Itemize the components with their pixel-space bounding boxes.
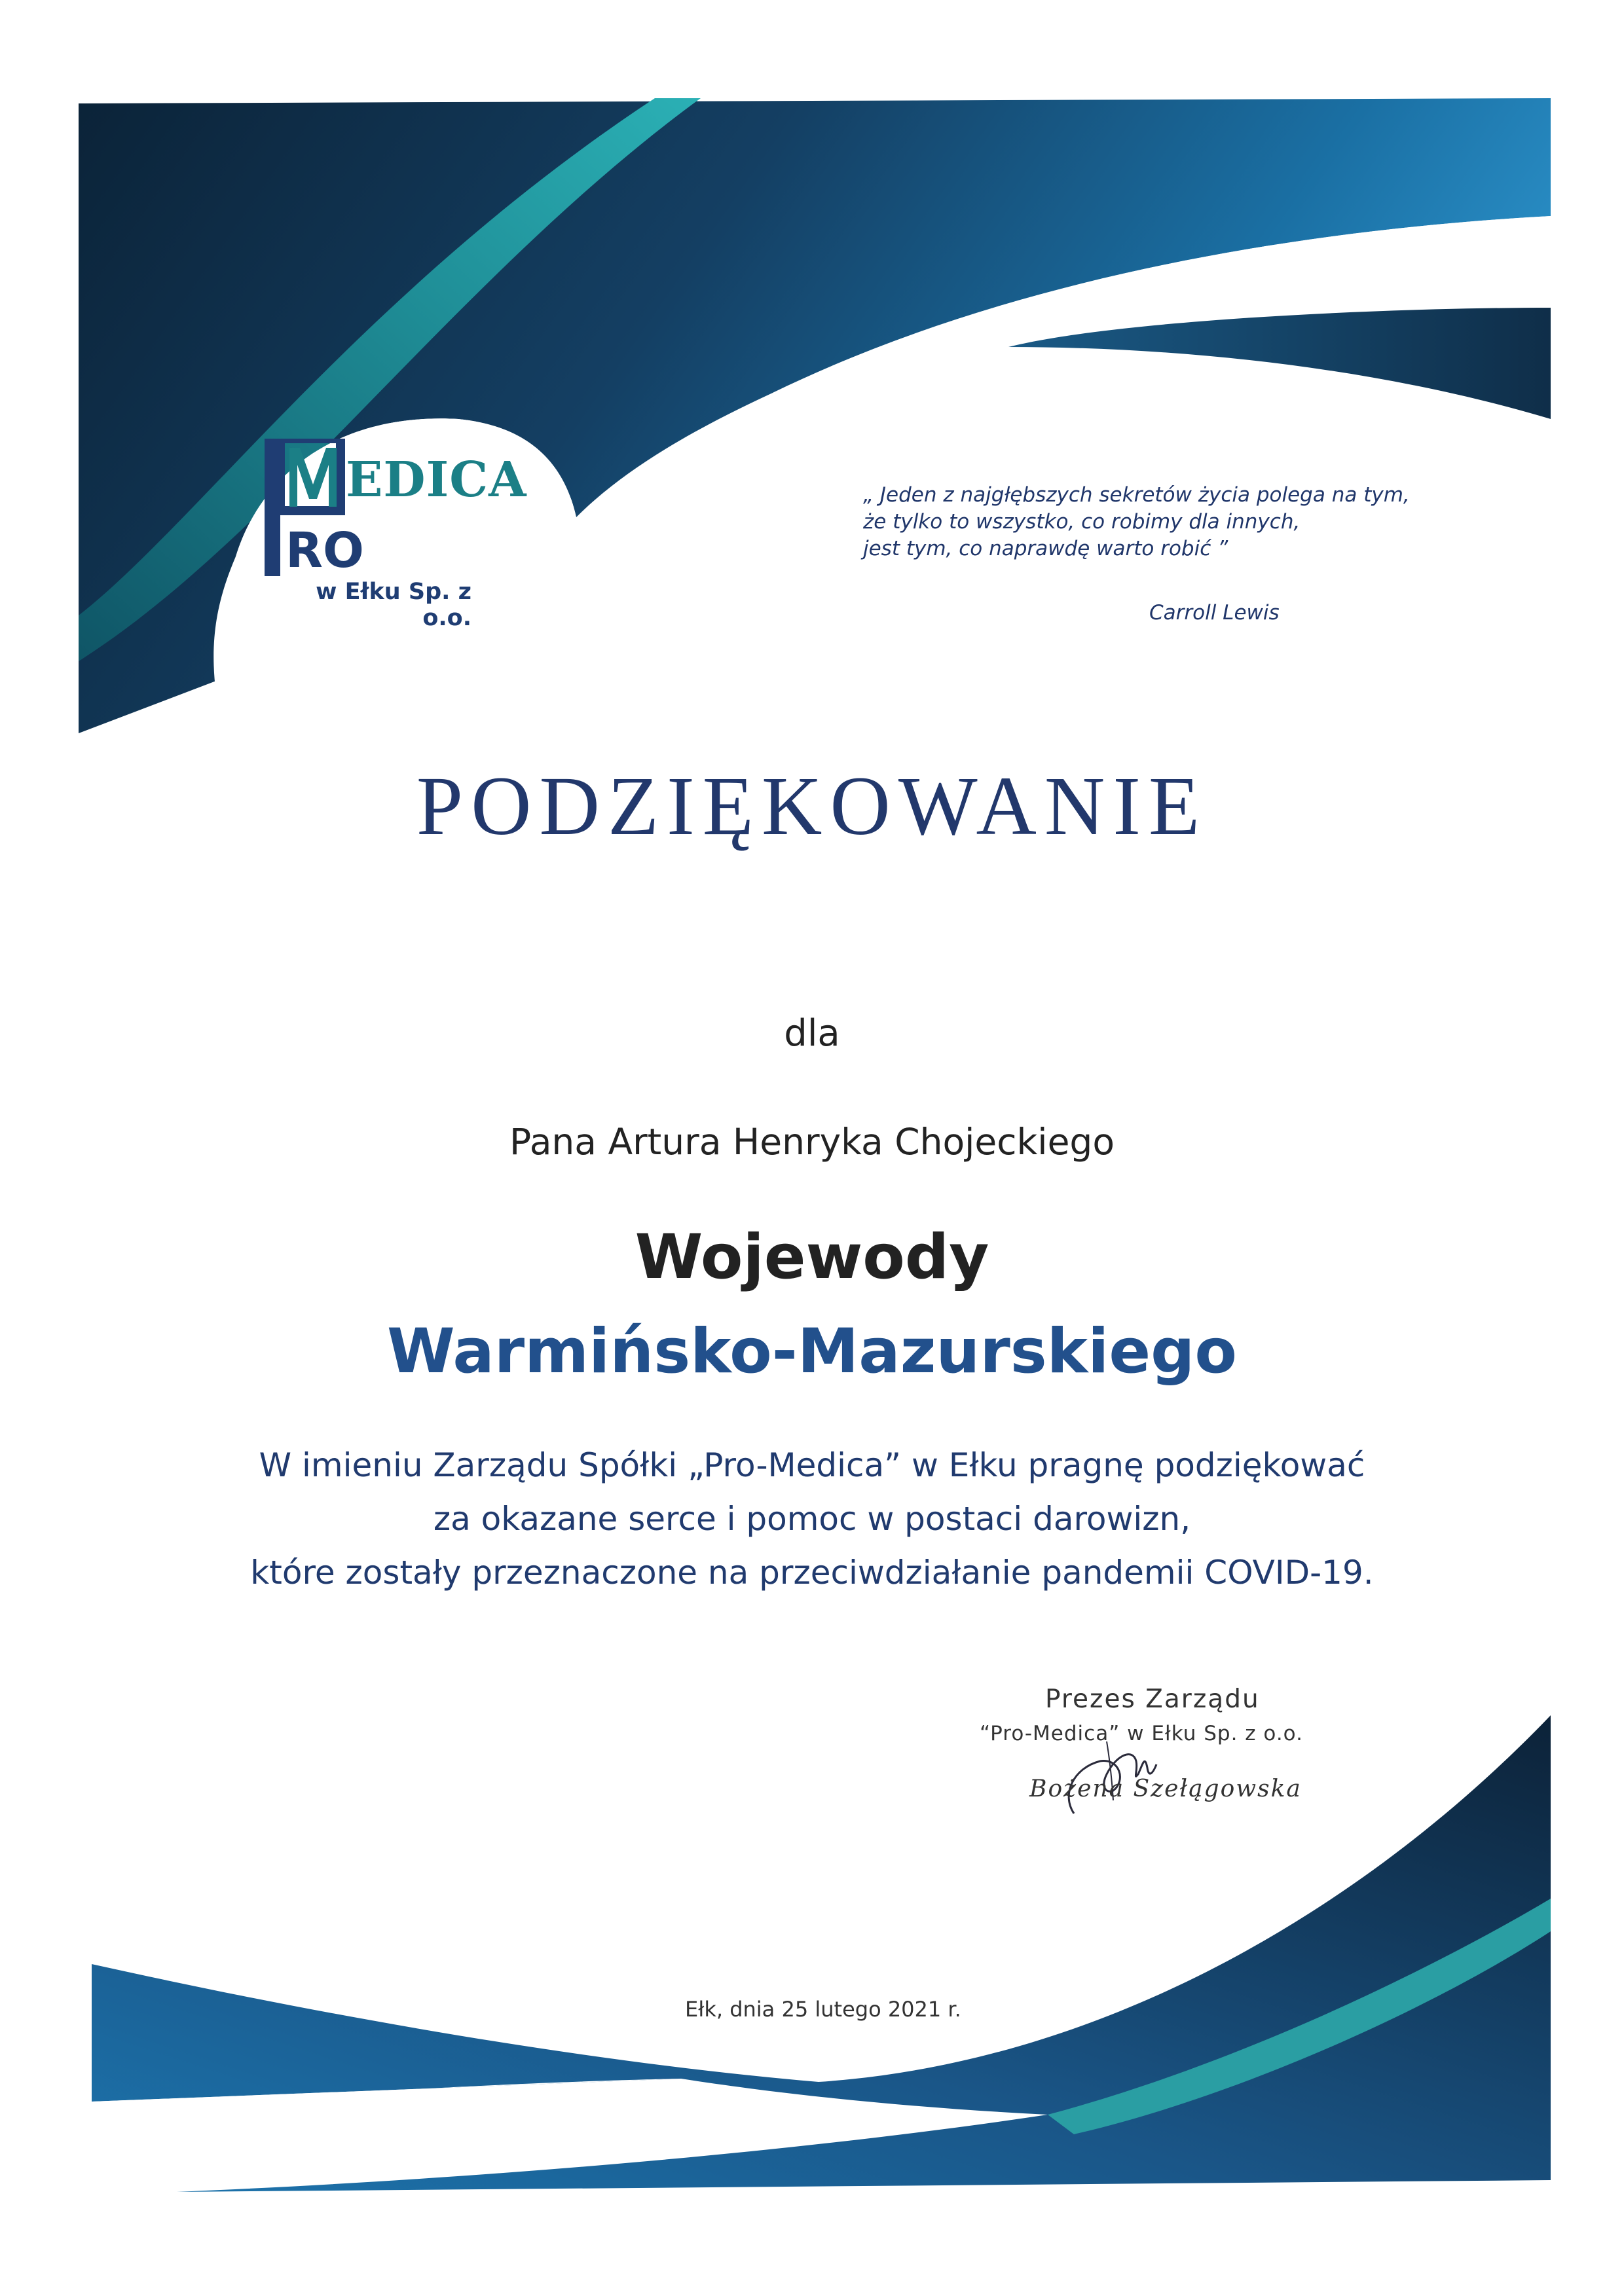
- for-label: dla: [784, 1012, 840, 1055]
- signatory-name: Bożena Szełągowska: [1029, 1776, 1302, 1802]
- logo-edica-text: EDICA: [346, 452, 527, 508]
- certificate-title: PODZIĘKOWANIE: [416, 759, 1208, 852]
- signatory-title: Prezes Zarządu: [1045, 1685, 1260, 1714]
- message-line: które zostały przeznaczone na przeciwdziałanie pandemii COVID-19.: [250, 1554, 1374, 1592]
- quote-line: „ Jeden z najgłębszych sekretów życia polega na tym,: [863, 483, 1410, 507]
- signatory-company: “Pro-Medica” w Ełku Sp. z o.o.: [980, 1722, 1303, 1745]
- quote-line: że tylko to wszystko, co robimy dla innych,: [863, 510, 1301, 534]
- message-line: za okazane serce i pomoc w postaci darowizn,: [433, 1500, 1191, 1538]
- company-logo: [262, 439, 537, 631]
- place-and-date: Ełk, dnia 25 lutego 2021 r.: [685, 1997, 961, 2022]
- thanks-message: [0, 1438, 1624, 1599]
- quote-author: Carroll Lewis: [1149, 601, 1280, 625]
- recipient-name: Pana Artura Henryka Chojeckiego: [509, 1121, 1115, 1163]
- office-title-line2: Warmińsko-Mazurskiego: [386, 1316, 1237, 1387]
- logo-subtitle: w Ełku Sp. z o.o.: [316, 579, 471, 631]
- quote-block: [863, 482, 1485, 562]
- message-line: W imieniu Zarządu Spółki „Pro-Medica” w Ełku pragnę podziękować: [259, 1446, 1365, 1484]
- quote-line: jest tym, co naprawdę warto robić ”: [863, 537, 1228, 560]
- office-title-line1: Wojewody: [635, 1222, 989, 1293]
- logo-ro-text: RO: [286, 522, 364, 579]
